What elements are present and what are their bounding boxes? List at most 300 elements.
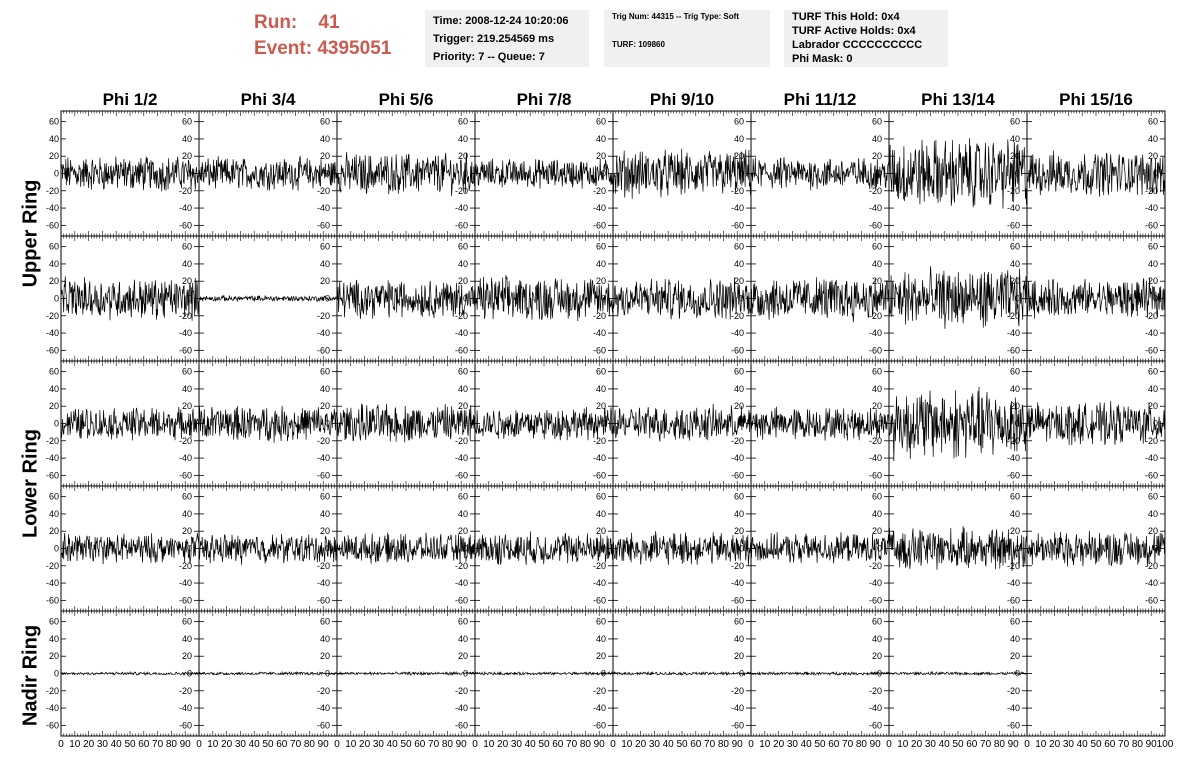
y-tick-label: 20 [48,526,59,537]
y-tick-label: -60 [454,595,468,606]
y-tick-label: 40 [181,258,192,269]
y-tick-label: 40 [319,258,330,269]
y-tick-label: 40 [319,133,330,144]
waveform-trace [889,138,1027,209]
waveform-trace [337,533,475,564]
y-tick-label: 0 [1152,418,1158,429]
trig-num-text: Trig Num: 44315 -- Trig Type: Soft [612,12,739,21]
y-tick-label: 40 [871,133,882,144]
y-tick-label: -40 [730,203,744,214]
y-tick-label: -60 [454,345,468,356]
y-tick-label: -20 [1144,560,1158,571]
y-tick-label: -20 [1006,685,1020,696]
y-tick-label: 60 [733,616,744,627]
y-tick-label: 40 [181,508,192,519]
y-tick-label: 40 [1147,133,1158,144]
lower-ring-label: Lower Ring [19,429,42,538]
waveform-trace [751,277,889,322]
y-tick-label: 40 [1147,258,1158,269]
y-tick-label: -60 [45,595,59,606]
y-tick-label: 40 [1009,508,1020,519]
y-tick-label: -40 [45,203,59,214]
y-tick-label: 40 [457,633,468,644]
y-tick-label: -60 [316,720,330,731]
y-tick-label: 0 [53,293,59,304]
y-tick-label: 60 [181,116,192,127]
y-tick-label: 0 [1014,418,1020,429]
y-tick-label: -40 [592,328,606,339]
y-tick-label: 40 [1009,383,1020,394]
y-tick-label: -40 [1006,703,1020,714]
y-tick-label: 0 [1014,293,1020,304]
y-tick-label: 60 [319,116,330,127]
y-tick-label: 0 [324,418,330,429]
y-tick-label: 20 [319,651,330,662]
y-tick-label: -40 [868,578,882,589]
y-tick-label: 0 [186,168,192,179]
priority-text: Priority: 7 -- Queue: 7 [433,51,545,63]
y-tick-label: 60 [181,241,192,252]
y-tick-label: 0 [738,293,744,304]
y-tick-label: -60 [454,720,468,731]
y-tick-label: 20 [457,651,468,662]
y-tick-label: -40 [592,453,606,464]
y-tick-label: 40 [733,633,744,644]
waveform-trace [475,672,613,675]
y-tick-label: -20 [730,185,744,196]
nadir-ring-label: Nadir Ring [19,624,42,727]
y-tick-label: -20 [454,560,468,571]
y-tick-label: -40 [592,203,606,214]
y-tick-label: 60 [595,616,606,627]
y-tick-label: 60 [319,491,330,502]
waveform-trace [475,159,613,189]
y-tick-label: 0 [876,418,882,429]
y-tick-label: 20 [319,151,330,162]
y-tick-label: -60 [868,345,882,356]
y-tick-label: 20 [733,651,744,662]
y-tick-label: 40 [733,508,744,519]
y-tick-label: 20 [733,276,744,287]
y-tick-label: -40 [316,578,330,589]
y-tick-label: -40 [454,328,468,339]
y-tick-label: -60 [592,470,606,481]
y-tick-label: 20 [595,151,606,162]
y-tick-label: -60 [1144,595,1158,606]
y-tick-label: 60 [871,116,882,127]
y-tick-label: -20 [592,310,606,321]
y-tick-label: -20 [178,685,192,696]
y-tick-label: 20 [733,526,744,537]
y-tick-label: 60 [1147,241,1158,252]
y-tick-label: 0 [53,543,59,554]
y-tick-label: 40 [733,258,744,269]
y-tick-label: 40 [1009,633,1020,644]
y-tick-label: 60 [319,241,330,252]
y-tick-label: -60 [45,470,59,481]
waveform-trace [613,531,751,565]
y-tick-label: 60 [1147,366,1158,377]
y-tick-label: 60 [871,616,882,627]
y-tick-label: 60 [457,116,468,127]
y-tick-label: 0 [186,668,192,679]
y-tick-label: -60 [730,220,744,231]
y-tick-label: 20 [595,526,606,537]
y-tick-label: 20 [1009,401,1020,412]
y-tick-label: 0 [186,418,192,429]
y-tick-label: -60 [1006,220,1020,231]
y-tick-label: -20 [868,310,882,321]
y-tick-label: 60 [1147,491,1158,502]
y-tick-label: 20 [319,276,330,287]
y-tick-label: -40 [178,328,192,339]
y-tick-label: 40 [871,258,882,269]
waveform-trace [751,532,889,563]
y-tick-label: -40 [45,328,59,339]
y-tick-label: -20 [454,310,468,321]
y-tick-label: 40 [595,133,606,144]
y-tick-label: 20 [1147,526,1158,537]
y-tick-label: -60 [1144,470,1158,481]
y-tick-label: 20 [1009,276,1020,287]
y-tick-label: 40 [733,133,744,144]
y-tick-label: -60 [592,345,606,356]
turf-active-holds-text: TURF Active Holds: 0x4 [792,25,916,37]
y-tick-label: 0 [1014,543,1020,554]
y-tick-label: 40 [595,383,606,394]
y-tick-label: 20 [871,151,882,162]
y-tick-label: -40 [45,578,59,589]
waveform-trace [889,387,1027,464]
waveform-trace [61,533,199,564]
y-tick-label: -20 [178,185,192,196]
waveform-trace [199,672,337,675]
y-tick-label: -20 [1006,185,1020,196]
y-tick-label: -40 [45,453,59,464]
y-tick-label: -20 [45,185,59,196]
y-tick-label: 20 [181,276,192,287]
y-tick-label: 0 [462,418,468,429]
y-tick-label: 20 [1009,651,1020,662]
y-tick-label: -60 [45,220,59,231]
y-tick-label: 20 [457,401,468,412]
y-tick-label: 40 [48,133,59,144]
y-tick-label: 40 [48,633,59,644]
y-tick-label: 40 [1147,383,1158,394]
y-tick-label: -20 [592,685,606,696]
y-tick-label: -60 [1006,470,1020,481]
y-tick-label: -40 [1006,328,1020,339]
y-tick-label: 60 [319,616,330,627]
column-title: Phi 9/10 [649,90,715,109]
y-tick-label: 40 [871,508,882,519]
y-tick-label: 20 [319,401,330,412]
y-tick-label: 20 [181,151,192,162]
y-tick-label: 0 [324,168,330,179]
y-tick-label: -60 [868,220,882,231]
y-tick-label: 0 [876,668,882,679]
y-tick-label: -20 [1144,185,1158,196]
y-tick-label: 60 [733,116,744,127]
y-tick-label: 0 [53,668,59,679]
y-tick-label: -60 [1006,345,1020,356]
y-tick-label: -60 [868,720,882,731]
y-tick-label: -20 [178,435,192,446]
waveform-trace [613,277,751,319]
y-tick-label: -20 [45,560,59,571]
y-tick-label: 20 [871,526,882,537]
y-tick-label: -60 [316,220,330,231]
y-tick-label: -40 [1006,578,1020,589]
y-tick-label: 40 [733,383,744,394]
y-tick-label: -40 [178,703,192,714]
y-tick-label: 40 [319,508,330,519]
y-tick-label: -40 [316,703,330,714]
column-title: Phi 7/8 [516,90,572,109]
y-tick-label: -40 [316,203,330,214]
y-tick-label: 0 [462,668,468,679]
y-tick-label: -20 [592,435,606,446]
labrador-text: Labrador CCCCCCCCCC [792,39,923,51]
y-tick-label: 20 [595,651,606,662]
y-tick-label: 40 [595,508,606,519]
time-text: Time: 2008-12-24 10:20:06 [433,15,569,27]
y-tick-label: 60 [871,491,882,502]
y-tick-label: -20 [178,310,192,321]
y-tick-label: -40 [868,703,882,714]
y-tick-label: -40 [178,203,192,214]
y-tick-label: -20 [454,685,468,696]
y-tick-label: 40 [871,633,882,644]
y-tick-label: -20 [868,185,882,196]
y-tick-label: -60 [178,345,192,356]
y-tick-label: -20 [868,435,882,446]
y-tick-label: 40 [319,633,330,644]
y-tick-label: 40 [457,258,468,269]
y-tick-label: -60 [1144,220,1158,231]
y-tick-label: 40 [457,133,468,144]
y-tick-label: -60 [730,345,744,356]
y-tick-label: 60 [595,241,606,252]
y-tick-label: 40 [1147,508,1158,519]
y-tick-label: -20 [1006,435,1020,446]
column-title: Phi 3/4 [240,90,296,109]
y-tick-label: 60 [733,366,744,377]
y-tick-label: 60 [48,616,59,627]
y-tick-label: 60 [457,366,468,377]
y-tick-label: 40 [457,508,468,519]
y-tick-label: 0 [600,668,606,679]
y-tick-label: 40 [1009,133,1020,144]
y-tick-label: 0 [1152,293,1158,304]
y-tick-label: -60 [316,470,330,481]
y-tick-label: -40 [1006,203,1020,214]
y-tick-label: -40 [178,453,192,464]
panel-frame [889,361,1027,486]
y-tick-label: -20 [454,435,468,446]
y-tick-label: -60 [730,595,744,606]
run-label: Run: [254,12,298,33]
y-tick-label: -60 [1006,720,1020,731]
y-tick-label: -20 [316,685,330,696]
y-tick-label: 20 [181,526,192,537]
y-tick-label: 20 [1009,151,1020,162]
y-tick-label: 0 [876,168,882,179]
y-tick-label: 0 [186,293,192,304]
y-tick-label: -40 [1144,578,1158,589]
y-tick-label: 60 [48,116,59,127]
column-title: Phi 13/14 [921,90,995,109]
y-tick-label: -60 [592,720,606,731]
y-tick-label: 20 [1147,401,1158,412]
y-tick-label: -20 [45,435,59,446]
y-tick-label: 60 [48,366,59,377]
y-tick-label: 20 [1009,526,1020,537]
y-tick-label: -20 [592,560,606,571]
y-tick-label: 40 [871,383,882,394]
y-tick-label: -20 [1144,435,1158,446]
y-tick-label: 60 [595,491,606,502]
y-tick-label: 20 [457,151,468,162]
y-tick-label: 0 [600,293,606,304]
y-tick-label: 60 [457,491,468,502]
y-tick-label: -40 [1144,453,1158,464]
y-tick-label: 20 [181,401,192,412]
y-tick-label: -60 [868,595,882,606]
y-tick-label: -20 [730,560,744,571]
y-tick-label: -40 [730,328,744,339]
y-tick-label: -40 [454,703,468,714]
y-tick-label: 0 [1152,168,1158,179]
y-tick-label: 20 [319,526,330,537]
y-tick-label: -60 [868,470,882,481]
column-title: Phi 11/12 [783,90,857,109]
y-tick-label: -40 [730,703,744,714]
y-tick-label: 20 [48,651,59,662]
y-tick-label: 60 [1009,116,1020,127]
y-tick-label: 60 [595,116,606,127]
y-tick-label: 0 [1014,168,1020,179]
y-tick-label: 0 [600,168,606,179]
y-tick-label: 0 [738,668,744,679]
upper-ring-label: Upper Ring [19,179,42,288]
y-tick-label: -40 [454,203,468,214]
panel-frame [475,236,613,361]
y-tick-label: -60 [178,220,192,231]
y-tick-label: 60 [457,241,468,252]
y-tick-label: 60 [733,491,744,502]
y-tick-label: -40 [868,328,882,339]
y-tick-label: -20 [45,685,59,696]
y-tick-label: -20 [316,435,330,446]
y-tick-label: -20 [592,185,606,196]
y-tick-label: -20 [178,560,192,571]
y-tick-label: -20 [316,310,330,321]
event-label: Event: [254,38,313,59]
turf-this-hold-text: TURF This Hold: 0x4 [792,11,900,23]
y-tick-label: 60 [181,366,192,377]
y-tick-label: 40 [595,258,606,269]
y-tick-label: 0 [600,418,606,429]
y-tick-label: -40 [178,578,192,589]
y-tick-label: 0 [876,543,882,554]
y-tick-label: 20 [457,276,468,287]
y-tick-label: -60 [178,720,192,731]
y-tick-label: 20 [457,526,468,537]
y-tick-label: 0 [600,543,606,554]
y-tick-label: -40 [1144,203,1158,214]
y-tick-label: 0 [462,543,468,554]
y-tick-label: -20 [868,560,882,571]
y-tick-label: 60 [1009,616,1020,627]
panel-frame [1027,611,1165,736]
y-tick-label: 20 [871,651,882,662]
y-tick-label: 60 [319,366,330,377]
y-tick-label: -20 [1006,560,1020,571]
y-tick-label: 60 [733,241,744,252]
phi-mask-text: Phi Mask: 0 [792,53,853,65]
y-tick-label: 0 [1014,668,1020,679]
column-title: Phi 15/16 [1059,90,1133,109]
y-tick-label: 20 [595,276,606,287]
y-tick-label: -60 [178,470,192,481]
y-tick-label: 60 [457,616,468,627]
y-tick-label: 0 [324,293,330,304]
y-tick-label: -60 [1144,345,1158,356]
column-title: Phi 5/6 [378,90,434,109]
y-tick-label: 40 [181,383,192,394]
y-tick-label: -60 [454,470,468,481]
y-tick-label: -60 [316,595,330,606]
y-tick-label: 40 [48,258,59,269]
y-tick-label: -40 [868,453,882,464]
y-tick-label: 60 [48,491,59,502]
y-tick-label: -40 [592,578,606,589]
y-tick-label: -60 [1006,595,1020,606]
y-tick-label: 60 [1009,491,1020,502]
y-tick-label: -20 [1144,310,1158,321]
y-tick-label: -20 [45,310,59,321]
waveform-trace [613,672,751,675]
event-value: 4395051 [317,38,392,59]
y-tick-label: 0 [1152,543,1158,554]
turf-text: TURF: 109860 [612,40,665,49]
y-tick-label: 40 [319,383,330,394]
y-tick-label: 20 [181,651,192,662]
y-tick-label: 60 [181,491,192,502]
waveform-trace [61,672,199,675]
y-tick-label: -20 [316,185,330,196]
y-tick-label: 60 [871,366,882,377]
y-tick-label: 40 [181,633,192,644]
y-tick-label: 0 [186,543,192,554]
y-tick-label: 20 [48,276,59,287]
y-tick-label: -20 [316,560,330,571]
y-tick-label: -40 [1006,453,1020,464]
y-tick-label: -40 [868,203,882,214]
y-tick-label: 20 [48,151,59,162]
y-tick-label: 0 [462,168,468,179]
y-tick-label: 60 [48,241,59,252]
y-tick-label: 40 [595,633,606,644]
y-tick-label: 20 [733,401,744,412]
y-tick-label: 60 [595,366,606,377]
y-tick-label: -60 [45,720,59,731]
y-tick-label: 0 [53,168,59,179]
y-tick-label: -20 [454,185,468,196]
y-tick-label: 60 [871,241,882,252]
y-tick-label: 20 [733,151,744,162]
